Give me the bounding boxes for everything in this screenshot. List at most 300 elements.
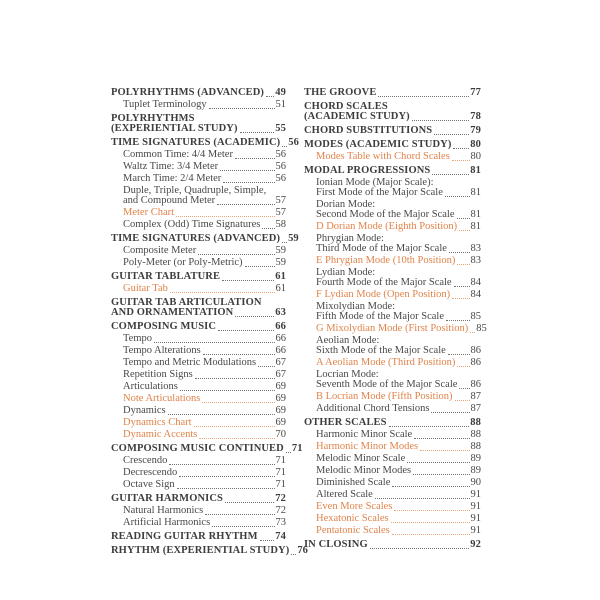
- toc-entry-row: [111, 468, 286, 478]
- toc-entry-row: [304, 188, 481, 198]
- toc-entry: [111, 322, 286, 332]
- dot-leader: [180, 390, 275, 391]
- toc-entry: [304, 454, 481, 464]
- toc-entry: [111, 506, 286, 516]
- toc-entry-row: [111, 322, 286, 332]
- page-number: 80: [470, 151, 481, 162]
- page-number: 87: [470, 403, 481, 414]
- toc-entry: [111, 186, 286, 206]
- toc-entry-row: [304, 244, 481, 254]
- page-number: 92: [470, 539, 481, 550]
- page-number: 63: [275, 307, 286, 318]
- dot-leader: [394, 510, 469, 511]
- toc-entry-row: [111, 406, 286, 416]
- toc-entry-row: [111, 174, 286, 184]
- dot-leader: [454, 286, 470, 287]
- toc-entry-row: [111, 418, 286, 428]
- toc-entry-title: Composite Meter: [123, 245, 197, 256]
- dot-leader: [223, 182, 274, 183]
- dot-leader: [420, 450, 469, 451]
- toc-entry-title: Articulations: [123, 381, 178, 392]
- page-number: 89: [470, 453, 481, 464]
- page-number: 61: [275, 283, 286, 294]
- dot-leader: [203, 354, 275, 355]
- toc-entry: [304, 430, 481, 440]
- toc-entry-row: [111, 430, 286, 440]
- dot-leader: [212, 526, 274, 527]
- dot-leader: [389, 426, 470, 427]
- toc-entry: [304, 370, 481, 390]
- toc-entry: [111, 162, 286, 172]
- page-number: 86: [470, 357, 481, 368]
- dot-leader: [235, 158, 275, 159]
- toc-entry-row: [304, 490, 481, 500]
- toc-entry-row: [304, 222, 481, 232]
- toc-entry-row: [111, 88, 286, 98]
- toc-entry-title: Phrygian Mode:: [316, 233, 384, 244]
- toc-entry-title: Poly-Meter (or Poly-Metric): [123, 257, 243, 268]
- toc-entry-title: and Compound Meter: [123, 195, 216, 206]
- toc-entry-row: [304, 502, 481, 512]
- toc-entry-title: Mixolydian Mode:: [316, 301, 396, 312]
- toc-entry-title: READING GUITAR RHYTHM: [111, 531, 258, 542]
- dot-leader: [414, 438, 469, 439]
- toc-entry-title: Dynamics Chart: [123, 417, 192, 428]
- toc-entry-title: First Mode of the Major Scale: [316, 187, 443, 198]
- dot-leader: [452, 160, 470, 161]
- page-number: 71: [291, 443, 303, 454]
- toc-entry: [111, 137, 299, 148]
- toc-entry-row: [111, 506, 286, 516]
- toc-entry: [111, 430, 286, 440]
- toc-entry-title: Note Articulations: [123, 393, 201, 404]
- dot-leader: [448, 354, 470, 355]
- dot-leader: [154, 342, 274, 343]
- dot-leader: [291, 554, 296, 555]
- toc-entry: [111, 174, 286, 184]
- toc-entry-title: Waltz Time: 3/4 Meter: [123, 161, 219, 172]
- page-number: 58: [275, 219, 286, 230]
- toc-entry-row: [304, 454, 481, 464]
- dot-leader: [220, 170, 274, 171]
- toc-entry: [304, 222, 481, 232]
- toc-entry: [111, 406, 286, 416]
- dot-leader: [260, 540, 275, 541]
- dot-leader: [378, 96, 469, 97]
- toc-entry-row: [304, 112, 481, 122]
- toc-entry-title: Common Time: 4/4 Meter: [123, 149, 233, 160]
- toc-entry-row: [304, 210, 481, 220]
- toc-entry: [304, 88, 481, 98]
- toc-entry-row: [304, 256, 481, 266]
- toc-entry: [304, 526, 481, 536]
- toc-entry: [111, 370, 286, 380]
- toc-entry-row: [304, 540, 481, 550]
- dot-leader: [446, 320, 469, 321]
- page-number: 59: [275, 257, 286, 268]
- page-number: 69: [275, 405, 286, 416]
- page-number: 71: [275, 479, 286, 490]
- dot-leader: [459, 388, 469, 389]
- toc-entry-title: Octave Sign: [123, 479, 175, 490]
- toc-entry-title: Modes Table with Chord Scales: [316, 151, 450, 162]
- dot-leader: [198, 254, 274, 255]
- toc-entry-title: GUITAR TAB ARTICULATION: [111, 297, 262, 308]
- toc-entry-title: COMPOSING MUSIC CONTINUED: [111, 443, 284, 454]
- toc-entry-row: [111, 233, 299, 244]
- toc-entry-title: (ACADEMIC STUDY): [304, 111, 410, 122]
- dot-leader: [455, 400, 470, 401]
- toc-entry-row: [111, 162, 286, 172]
- toc-entry: [304, 290, 481, 300]
- toc-entry-row: [304, 152, 481, 162]
- toc-entry: [304, 152, 481, 162]
- toc-entry-title: Seventh Mode of the Major Scale: [316, 379, 458, 390]
- toc-entry-row: [111, 358, 286, 368]
- toc-entry-title: Melodic Minor Scale: [316, 453, 406, 464]
- toc-entry-row: [111, 284, 286, 294]
- toc-entry: [111, 532, 286, 542]
- dot-leader: [217, 204, 274, 205]
- toc-entry: [304, 126, 481, 136]
- dot-leader: [170, 292, 275, 293]
- toc-entry-row: [111, 124, 286, 134]
- toc-entry: [111, 456, 286, 466]
- toc-entry-row: [111, 208, 286, 218]
- dot-leader: [370, 548, 470, 549]
- toc-entry-title: D Dorian Mode (Eighth Position): [316, 221, 458, 232]
- toc-entry-row: [304, 478, 481, 488]
- toc-entry-title: Lydian Mode:: [316, 267, 376, 278]
- dot-leader: [209, 108, 275, 109]
- toc-column-left: [111, 87, 309, 556]
- toc-entry-title: March Time: 2/4 Meter: [123, 173, 222, 184]
- toc-entry: [304, 540, 481, 550]
- page-number: 81: [470, 165, 481, 176]
- toc-entry: [304, 256, 481, 266]
- dot-leader: [235, 316, 274, 317]
- toc-entry: [304, 140, 481, 150]
- page-number: 71: [275, 467, 286, 478]
- toc-entry-title: Hexatonic Scales: [316, 513, 389, 524]
- toc-entry-title: Meter Chart: [123, 207, 175, 218]
- toc-entry: [111, 88, 286, 98]
- page-number: 69: [275, 417, 286, 428]
- page-number: 74: [275, 531, 286, 542]
- toc-entry-row: [111, 382, 286, 392]
- toc-entry-row: [111, 370, 286, 380]
- page-number: 56: [275, 173, 286, 184]
- page-number: 70: [275, 429, 286, 440]
- toc-entry: [304, 358, 481, 368]
- toc-entry-row: [304, 278, 481, 288]
- page-number: 91: [470, 513, 481, 524]
- page-number: 56: [275, 149, 286, 160]
- toc-entry-title: Dorian Mode:: [316, 199, 376, 210]
- dot-leader: [245, 266, 275, 267]
- page-number: 67: [275, 357, 286, 368]
- toc-entry-title: Tuplet Terminology: [123, 99, 207, 110]
- toc-entry: [304, 336, 481, 356]
- dot-leader: [195, 378, 275, 379]
- toc-entry-row: [304, 514, 481, 524]
- toc-entry-title: Dynamics: [123, 405, 166, 416]
- toc-entry-title: Tempo and Metric Modulations: [123, 357, 257, 368]
- toc-entry-row: [304, 526, 481, 536]
- page-number: 81: [470, 209, 481, 220]
- page-number: 51: [275, 99, 286, 110]
- toc-entry: [304, 234, 481, 254]
- dot-leader: [375, 498, 470, 499]
- toc-entry-row: [304, 346, 481, 356]
- toc-column-right: [304, 87, 487, 550]
- toc-entry-row: [111, 196, 286, 206]
- page-number: 76: [297, 545, 309, 556]
- dot-leader: [194, 426, 275, 427]
- toc-entry: [111, 545, 309, 556]
- toc-entry-title: Crescendo: [123, 455, 168, 466]
- dot-leader: [168, 414, 275, 415]
- toc-entry: [111, 443, 303, 454]
- toc-entry: [111, 114, 286, 134]
- dot-leader: [240, 132, 275, 133]
- toc-entry-row: [304, 312, 481, 322]
- toc-entry-row: [111, 394, 286, 404]
- toc-entry-title: Altered Scale: [316, 489, 373, 500]
- dot-leader: [282, 242, 287, 243]
- toc-entry-row: [111, 137, 299, 148]
- page-number: 83: [470, 243, 481, 254]
- page-number: 69: [275, 393, 286, 404]
- page-number: 61: [275, 271, 286, 282]
- toc-entry: [111, 246, 286, 256]
- toc-entry-title: Natural Harmonics: [123, 505, 204, 516]
- toc-entry-title: Sixth Mode of the Major Scale: [316, 345, 446, 356]
- toc-entry-title: OTHER SCALES: [304, 417, 387, 428]
- toc-entry-title: AND ORNAMENTATION: [111, 307, 234, 318]
- toc-entry-title: COMPOSING MUSIC: [111, 321, 217, 332]
- page-number: 85: [476, 323, 487, 334]
- toc-entry-title: F Lydian Mode (Open Position): [316, 289, 451, 300]
- dot-leader: [431, 412, 469, 413]
- toc-entry: [111, 298, 286, 318]
- page-number: 72: [275, 493, 286, 504]
- dot-leader: [457, 218, 470, 219]
- page-number: 84: [470, 277, 481, 288]
- page-number: 66: [275, 321, 286, 332]
- toc-entry: [111, 100, 286, 110]
- toc-entry-row: [304, 466, 481, 476]
- page-number: 80: [470, 139, 481, 150]
- toc-entry-title: Harmonic Minor Scale: [316, 429, 413, 440]
- dot-leader: [412, 120, 470, 121]
- toc-entry: [111, 382, 286, 392]
- toc-entry: [304, 323, 487, 334]
- toc-entry-title: Third Mode of the Major Scale: [316, 243, 447, 254]
- toc-entry-row: [111, 456, 286, 466]
- toc-entry: [304, 466, 481, 476]
- page-number: 86: [470, 379, 481, 390]
- page-number: 69: [275, 381, 286, 392]
- toc-entry: [304, 404, 481, 414]
- toc-entry: [304, 392, 481, 402]
- toc-entry: [111, 150, 286, 160]
- toc-entry-title: (EXPERIENTIAL STUDY): [111, 123, 238, 134]
- page-number: 66: [275, 333, 286, 344]
- toc-entry: [304, 502, 481, 512]
- dot-leader: [457, 264, 469, 265]
- dot-leader: [432, 174, 469, 175]
- page-number: 59: [275, 245, 286, 256]
- dot-leader: [407, 462, 469, 463]
- toc-entry-title: Diminished Scale: [316, 477, 391, 488]
- toc-entry: [304, 514, 481, 524]
- dot-leader: [282, 146, 287, 147]
- toc-entry: [304, 302, 481, 322]
- toc-entry-row: [111, 150, 286, 160]
- dot-leader: [222, 280, 274, 281]
- toc-entry-title: POLYRHYTHMS: [111, 113, 195, 124]
- toc-entry: [111, 208, 286, 218]
- dot-leader: [177, 488, 275, 489]
- toc-entry-title: Dynamic Accents: [123, 429, 198, 440]
- toc-entry-row: [111, 334, 286, 344]
- toc-entry: [111, 394, 286, 404]
- toc-entry: [111, 518, 286, 528]
- toc-entry-row: [304, 140, 481, 150]
- toc-entry: [304, 166, 481, 176]
- page-number: 91: [470, 525, 481, 536]
- toc-entry-row: [111, 494, 286, 504]
- toc-entry-row: [304, 404, 481, 414]
- toc-entry-title: G Mixolydian Mode (First Position): [316, 323, 469, 334]
- toc-entry: [304, 490, 481, 500]
- toc-entry-row: [304, 166, 481, 176]
- page-number: 78: [470, 111, 481, 122]
- toc-entry-row: [111, 346, 286, 356]
- toc-entry-title: Even More Scales: [316, 501, 393, 512]
- dot-leader: [452, 298, 469, 299]
- page-number: 49: [275, 87, 286, 98]
- toc-entry: [111, 346, 286, 356]
- dot-leader: [391, 522, 470, 523]
- toc-entry: [304, 200, 481, 220]
- toc-entry-title: Guitar Tab: [123, 283, 168, 294]
- page-number: 67: [275, 369, 286, 380]
- toc-entry-title: Decrescendo: [123, 467, 178, 478]
- page-number: 57: [275, 207, 286, 218]
- toc-entry-row: [304, 358, 481, 368]
- toc-entry: [304, 418, 481, 428]
- page-number: 59: [288, 233, 299, 244]
- page-number: 57: [275, 195, 286, 206]
- toc-entry-row: [111, 308, 286, 318]
- toc-entry: [111, 233, 299, 244]
- toc-entry-title: GUITAR HARMONICS: [111, 493, 223, 504]
- page-number: 73: [275, 517, 286, 528]
- page-number: 87: [470, 391, 481, 402]
- page-number: 56: [288, 137, 299, 148]
- toc-entry: [111, 494, 286, 504]
- toc-entry-row: [304, 126, 481, 136]
- toc-entry-title: CHORD SCALES: [304, 101, 388, 112]
- page-number: 86: [470, 345, 481, 356]
- page-number: 55: [275, 123, 286, 134]
- toc-entry-title: TIME SIGNATURES (ADVANCED): [111, 233, 281, 244]
- toc-entry-title: Tempo: [123, 333, 153, 344]
- page-number: 56: [275, 161, 286, 172]
- toc-entry-row: [111, 443, 303, 454]
- toc-entry-title: CHORD SUBSTITUTIONS: [304, 125, 433, 136]
- toc-entry-title: Fourth Mode of the Major Scale: [316, 277, 452, 288]
- toc-entry-row: [111, 272, 286, 282]
- toc-entry-title: Duple, Triple, Quadruple, Simple,: [123, 185, 267, 196]
- toc-entry-row: [111, 100, 286, 110]
- toc-entry: [304, 268, 481, 288]
- toc-entry: [304, 102, 481, 122]
- page-number: 71: [275, 455, 286, 466]
- toc-entry-row: [111, 518, 286, 528]
- toc-entry: [111, 220, 286, 230]
- toc-entry-row: [111, 246, 286, 256]
- page-number: 77: [470, 87, 481, 98]
- dot-leader: [449, 252, 470, 253]
- toc-entry-title: TIME SIGNATURES (ACADEMIC): [111, 137, 281, 148]
- toc-entry: [111, 258, 286, 268]
- toc-entry-title: Ionian Mode (Major Scale):: [316, 177, 434, 188]
- page-number: 84: [470, 289, 481, 300]
- dot-leader: [445, 196, 470, 197]
- dot-leader: [169, 464, 274, 465]
- toc-entry-row: [111, 220, 286, 230]
- toc-entry-title: MODES (ACADEMIC STUDY): [304, 139, 452, 150]
- toc-entry: [111, 272, 286, 282]
- toc-entry-title: Locrian Mode:: [316, 369, 379, 380]
- dot-leader: [262, 228, 274, 229]
- toc-entry-title: GUITAR TABLATURE: [111, 271, 221, 282]
- toc-entry: [111, 418, 286, 428]
- dot-leader: [457, 366, 469, 367]
- toc-entry-title: THE GROOVE: [304, 87, 377, 98]
- toc-entry-title: POLYRHYTHMS (ADVANCED): [111, 87, 265, 98]
- page-number: 88: [470, 429, 481, 440]
- toc-entry-row: [111, 480, 286, 490]
- dot-leader: [459, 230, 469, 231]
- toc-entry: [111, 358, 286, 368]
- dot-leader: [202, 402, 274, 403]
- toc-entry-row: [304, 323, 487, 334]
- toc-entry: [304, 478, 481, 488]
- dot-leader: [205, 514, 274, 515]
- page-number: 81: [470, 221, 481, 232]
- dot-leader: [392, 486, 469, 487]
- dot-leader: [453, 148, 469, 149]
- toc-entry-row: [304, 430, 481, 440]
- toc-entry-row: [304, 392, 481, 402]
- dot-leader: [413, 474, 469, 475]
- toc-entry-title: Second Mode of the Major Scale: [316, 209, 455, 220]
- toc-entry-title: Artificial Harmonics: [123, 517, 211, 528]
- dot-leader: [286, 452, 291, 453]
- toc-entry: [111, 480, 286, 490]
- toc-entry-title: Complex (Odd) Time Signatures: [123, 219, 261, 230]
- page-number: 91: [470, 489, 481, 500]
- toc-entry-title: Pentatonic Scales: [316, 525, 390, 536]
- dot-leader: [179, 476, 274, 477]
- toc-entry: [304, 178, 481, 198]
- toc-entry-row: [304, 88, 481, 98]
- toc-entry-title: Fifth Mode of the Major Scale: [316, 311, 445, 322]
